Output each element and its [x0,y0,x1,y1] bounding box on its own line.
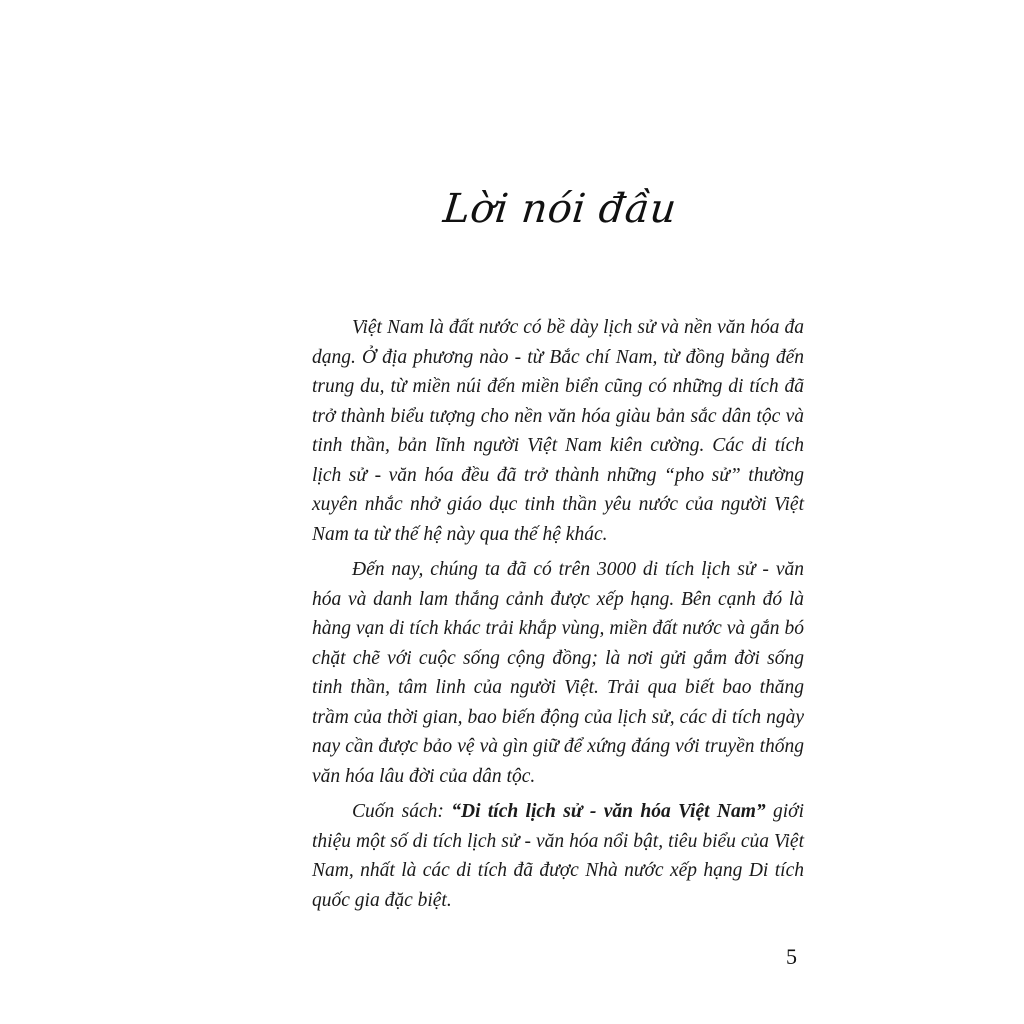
paragraph-3-prefix: Cuốn sách: [352,801,452,822]
page-title: Lời nói đầu [441,186,679,232]
paragraph-3-suffix: giới thiệu một số di tích lịch sử - văn hóa nổi bật, tiêu biểu của Việt Nam, nhất là các di tích đã được Nhà nước xếp hạng Di tích quốc gia đặc biệt. [312,801,805,911]
paragraph-3 [312,797,804,915]
page-number: 5 [786,944,797,969]
body-text [312,313,804,921]
paragraph-1: Việt Nam là đất nước có bề dày lịch sử và nền văn hóa đa dạng. Ở địa phương nào - từ Bắc chí Nam, từ đồng bằng đến trung du, từ miền núi đến miền biển cũng có những di tích đã trở thành biểu tượng cho nền văn hóa giàu bản sắc dân tộc và tinh thần, bản lĩnh người Việt Nam kiên cường. Các di tích lịch sử - văn hóa đều đã trở thành những “pho sử” thường xuyên nhắc nhở giáo dục tinh thần yêu nước của người Việt Nam ta từ thế hệ này qua thế hệ khác. [312,317,804,545]
book-title-bold: “Di tích lịch sử - văn hóa Việt Nam” [451,801,766,822]
paragraph-2: Đến nay, chúng ta đã có trên 3000 di tích lịch sử - văn hóa và danh lam thắng cảnh được xếp hạng. Bên cạnh đó là hàng vạn di tích khác trải khắp vùng, miền đất nước và gắn bó chặt chẽ với cuộc sống cộng đồng; là nơi gửi gắm đời sống tinh thần, tâm linh của người Việt. Trải qua biết bao thăng trầm của thời gian, bao biến động của lịch sử, các di tích ngày nay cần được bảo vệ và gìn giữ để xứng đáng với truyền thống văn hóa lâu đời của dân tộc. [312,559,804,787]
